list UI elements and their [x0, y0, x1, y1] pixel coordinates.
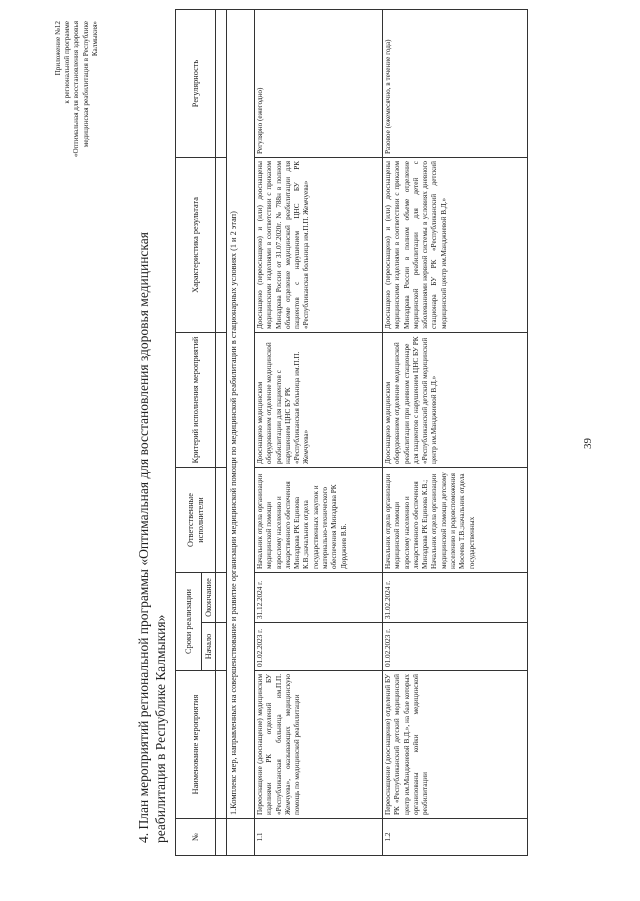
index-cell: [216, 671, 227, 819]
appendix-line: Калмыкия»: [90, 21, 99, 57]
row-result: Дооснащено (переоснащено) и (или) дооснащены медицинскими изделиями в соответствии с приказом Минздрава России от 31.07.2020г. № 788н в полном объеме отделение медицинской реабилитации для пациентов с нарушением ЦНС БУ РК «Республиканская больница им.П.П. Жемчуева»: [255, 158, 383, 333]
index-cell: [216, 333, 227, 468]
appendix-line: к региональной программе: [63, 21, 72, 104]
appendix-line: медицинская реабилитация в Республике: [81, 21, 90, 148]
table-row: [255, 10, 383, 856]
appendix-note: [54, 21, 100, 161]
index-cell: [216, 819, 227, 856]
title-line-2: реабилитация в Республике Калмыкия»: [153, 614, 168, 843]
page-number: 39: [582, 438, 594, 449]
header-start: Начало: [202, 623, 216, 671]
row-result: Дооснащено (переоснащено) и (или) дооснащены медицинскими изделиями в соответствии с приказом Минздрава России в полном объеме отделение медицинской реабилитации для детей с заболеваниями нервной системы в условиях дневного стационара БУ РК «Республиканский детский медицинский центр им.Манджиевой В.Д.»: [383, 158, 528, 333]
row-name: Переоснащение (дооснащение) отделений БУ РК «Республиканский детский медицинский центр им.Манджиевой В.Д.», на базе которых организованы койки медицинской реабилитации: [383, 671, 528, 819]
index-cell: [216, 158, 227, 333]
row-num: 1.1: [255, 819, 383, 856]
column-index-row: [216, 10, 227, 856]
header-name: Наименование мероприятия: [176, 671, 216, 819]
index-cell: [216, 468, 227, 573]
row-responsible: Начальник отдела организации медицинской помощи взрослому населению и лекарственного обеспечения Минздрава РК Ецинова К.В.; Начальник отдела организации медицинской помощи детскому населению и родовспоможения Мосеева Т.В.;начальник отдела государственных: [383, 468, 528, 573]
row-regularity: Разовое (ежемесячно, в течение года): [383, 10, 528, 158]
header-responsible: Ответственные исполнители: [176, 468, 216, 573]
action-plan-table: [175, 9, 528, 856]
row-end: 31.12.2024 г.: [255, 573, 383, 623]
row-start: 01.02.2023 г.: [383, 623, 528, 671]
header-num: №: [176, 819, 216, 856]
index-cell: [216, 10, 227, 158]
row-name: Переоснащение (дооснащение) медицинским изделиями РК отделений БУ «Республиканская больница им.П.П. Жемчуева», оказывающих медицинскую помощь по медицинской реабилитации: [255, 671, 383, 819]
section-num-cell: [227, 819, 255, 856]
header-terms: Сроки реализации: [176, 573, 202, 671]
row-regularity: Регулярно (ежегодно): [255, 10, 383, 158]
header-result: Характеристика результата: [176, 158, 216, 333]
header-regularity: Регулярность: [176, 10, 216, 158]
header-end: Окончание: [202, 573, 216, 623]
row-responsible: Начальник отдела организации медицинской помощи взрослому населению и лекарственного обеспечения Минздрава РК Ецинова К.В.;начальник отдела государственных закупок и материально-технического обеспечения Минздрава РК Дорджиев В.Б.: [255, 468, 383, 573]
appendix-line: «Оптимальная для восстановления здоровья: [72, 21, 81, 158]
page-title: [135, 53, 169, 843]
table-row: [383, 10, 528, 856]
index-cell: [216, 573, 227, 623]
title-line-1: 4. План мероприятий региональной программы «Оптимальная для восстановления здоровья медицинская: [136, 232, 151, 843]
row-criterion: Дооснащено медицинским оборудованием отделение медицинской реабилитации для пациентов с нарушением ЦНС БУ РК «Республиканская больница им.П.П. Жемчуева»: [255, 333, 383, 468]
row-start: 01.02.2023 г.: [255, 623, 383, 671]
row-criterion: Дооснащено медицинским оборудованием отделение медицинской реабилитации при дневном стационаре для пациентов с нарушением ЦНС БУ РК «Республиканский детский медицинский центр им.Манджиевой В.Д.»: [383, 333, 528, 468]
row-num: 1.2: [383, 819, 528, 856]
index-cell: [216, 623, 227, 671]
appendix-line: Приложение №12: [54, 21, 62, 76]
header-row: [176, 10, 202, 856]
section-title: 1.Комплекс мер, направленных на совершенствование и развитие организации медицинской помощи по медицинской реабилитации в стационарных условиях (1 и 2 этап): [227, 10, 255, 819]
row-end: 31.02.2024 г.: [383, 573, 528, 623]
header-criterion: Критерий исполнения мероприятий: [176, 333, 216, 468]
section-row: [227, 10, 255, 856]
